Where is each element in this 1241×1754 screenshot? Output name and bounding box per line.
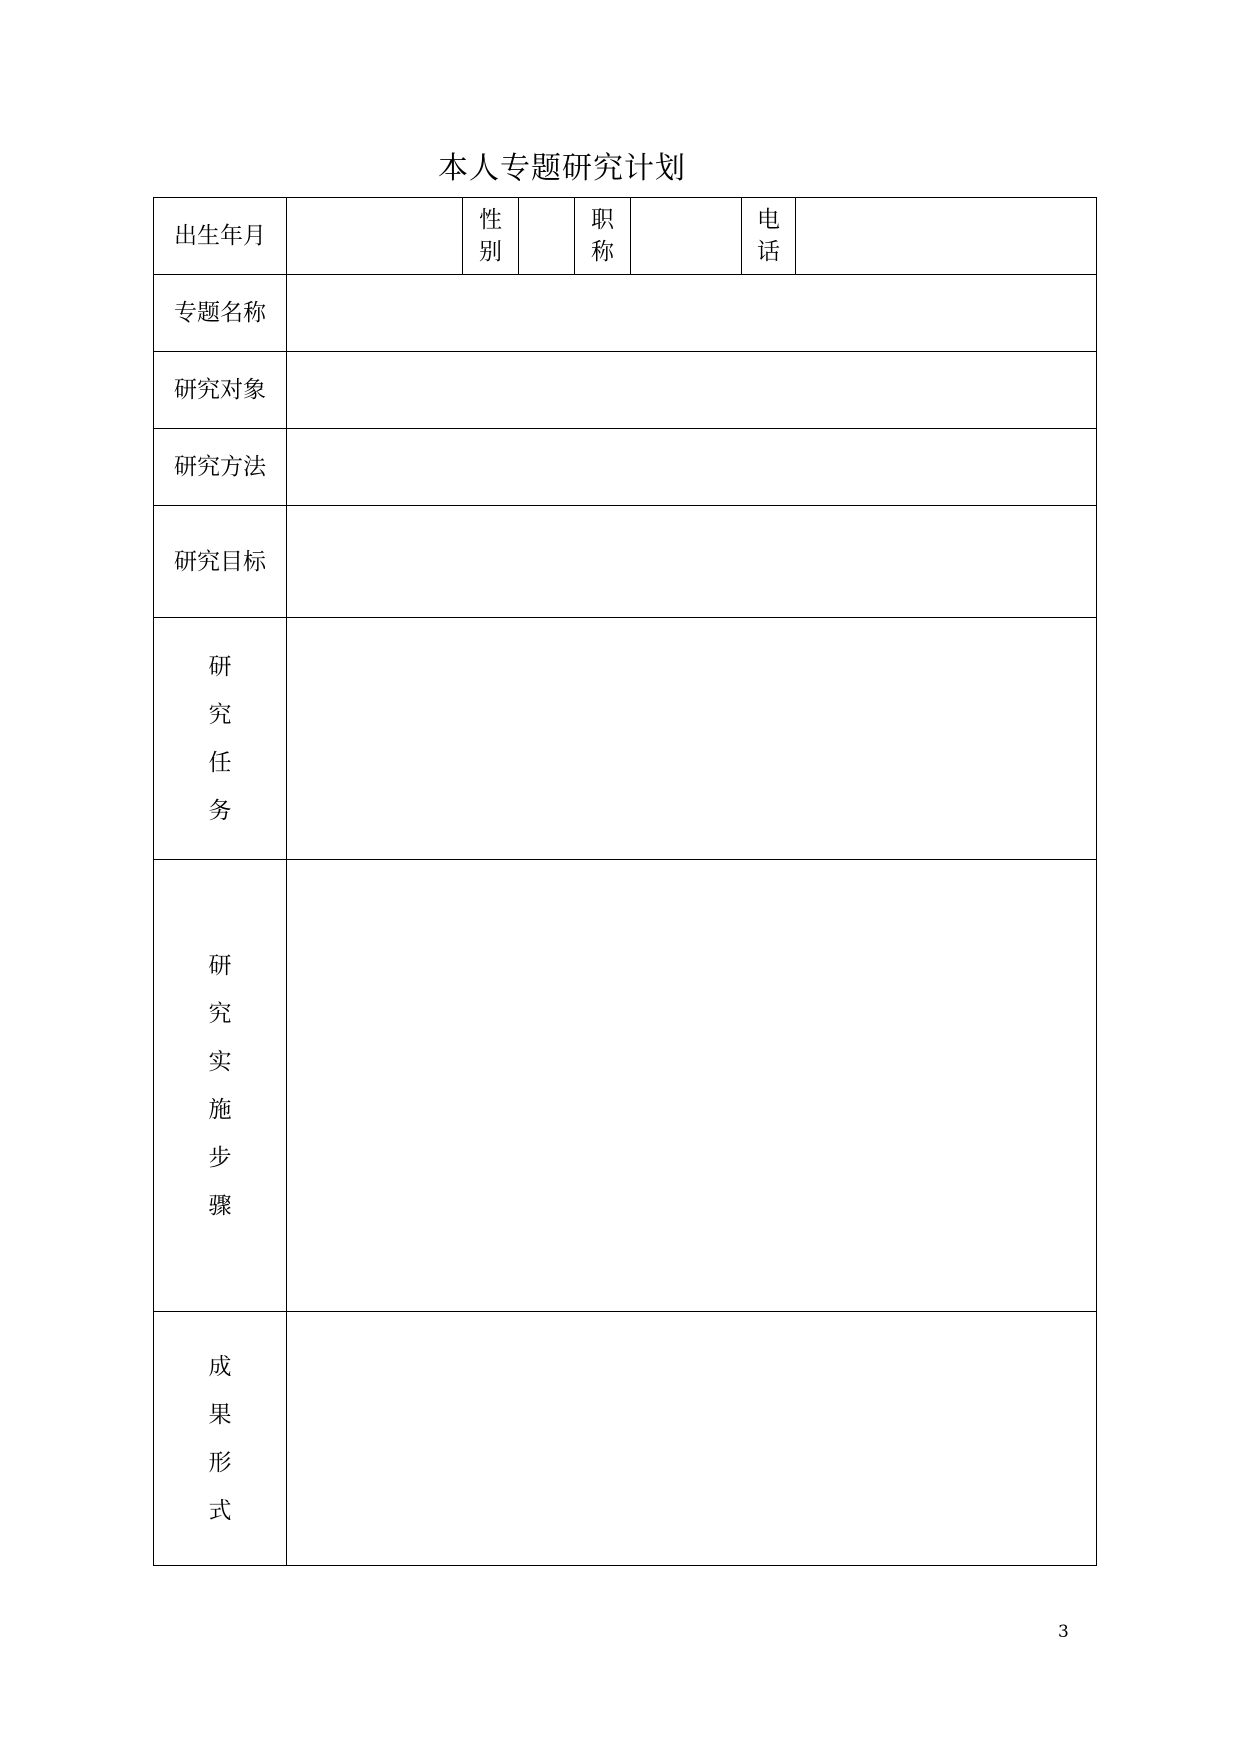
research-object-row bbox=[154, 352, 1097, 429]
research-method-row bbox=[154, 429, 1097, 506]
research-method-field[interactable] bbox=[287, 429, 1097, 506]
research-tasks-field[interactable] bbox=[287, 618, 1097, 860]
research-object-label: 研究对象 bbox=[154, 352, 287, 429]
implementation-steps-label bbox=[154, 860, 287, 1312]
phone-label-line2: 话 bbox=[757, 239, 780, 265]
implementation-steps-field[interactable] bbox=[287, 860, 1097, 1312]
outcome-form-char: 果 bbox=[208, 1401, 232, 1428]
implementation-steps-char: 步 bbox=[208, 1144, 232, 1171]
implementation-steps-char: 研 bbox=[208, 952, 232, 979]
outcome-form-char: 成 bbox=[208, 1353, 232, 1380]
topic-name-row bbox=[154, 275, 1097, 352]
page-number: 3 bbox=[1058, 1622, 1069, 1642]
phone-label-line1: 电 bbox=[757, 207, 780, 233]
research-plan-form bbox=[153, 197, 1097, 1566]
research-tasks-row bbox=[154, 618, 1097, 860]
job-title-label-line1: 职 bbox=[591, 207, 614, 233]
gender-label-line2: 别 bbox=[479, 239, 502, 265]
topic-name-field[interactable] bbox=[287, 275, 1097, 352]
gender-label bbox=[463, 198, 519, 275]
research-method-label: 研究方法 bbox=[154, 429, 287, 506]
gender-field[interactable] bbox=[519, 198, 575, 275]
research-goal-row bbox=[154, 506, 1097, 618]
research-tasks-char: 任 bbox=[208, 749, 232, 776]
research-tasks-char: 究 bbox=[208, 701, 232, 728]
outcome-form-char: 形 bbox=[208, 1449, 232, 1476]
implementation-steps-char: 实 bbox=[208, 1048, 232, 1075]
job-title-field[interactable] bbox=[631, 198, 742, 275]
page-title: 本人专题研究计划 bbox=[438, 151, 686, 186]
gender-label-line1: 性 bbox=[479, 207, 502, 233]
implementation-steps-row bbox=[154, 860, 1097, 1312]
job-title-label-line2: 称 bbox=[591, 239, 614, 265]
research-goal-label: 研究目标 bbox=[154, 506, 287, 618]
implementation-steps-char: 施 bbox=[208, 1096, 232, 1123]
implementation-steps-char: 骤 bbox=[208, 1192, 232, 1219]
outcome-form-label bbox=[154, 1312, 287, 1566]
birth-date-label: 出生年月 bbox=[154, 198, 287, 275]
phone-field[interactable] bbox=[796, 198, 1097, 275]
outcome-form-char: 式 bbox=[208, 1497, 232, 1524]
implementation-steps-char: 究 bbox=[208, 1000, 232, 1027]
info-row bbox=[154, 198, 1097, 275]
outcome-form-field[interactable] bbox=[287, 1312, 1097, 1566]
research-object-field[interactable] bbox=[287, 352, 1097, 429]
research-goal-field[interactable] bbox=[287, 506, 1097, 618]
phone-label bbox=[742, 198, 796, 275]
research-tasks-label bbox=[154, 618, 287, 860]
birth-date-field[interactable] bbox=[287, 198, 463, 275]
research-tasks-char: 研 bbox=[208, 653, 232, 680]
topic-name-label: 专题名称 bbox=[154, 275, 287, 352]
job-title-label bbox=[575, 198, 631, 275]
outcome-form-row bbox=[154, 1312, 1097, 1566]
research-tasks-char: 务 bbox=[208, 797, 232, 824]
